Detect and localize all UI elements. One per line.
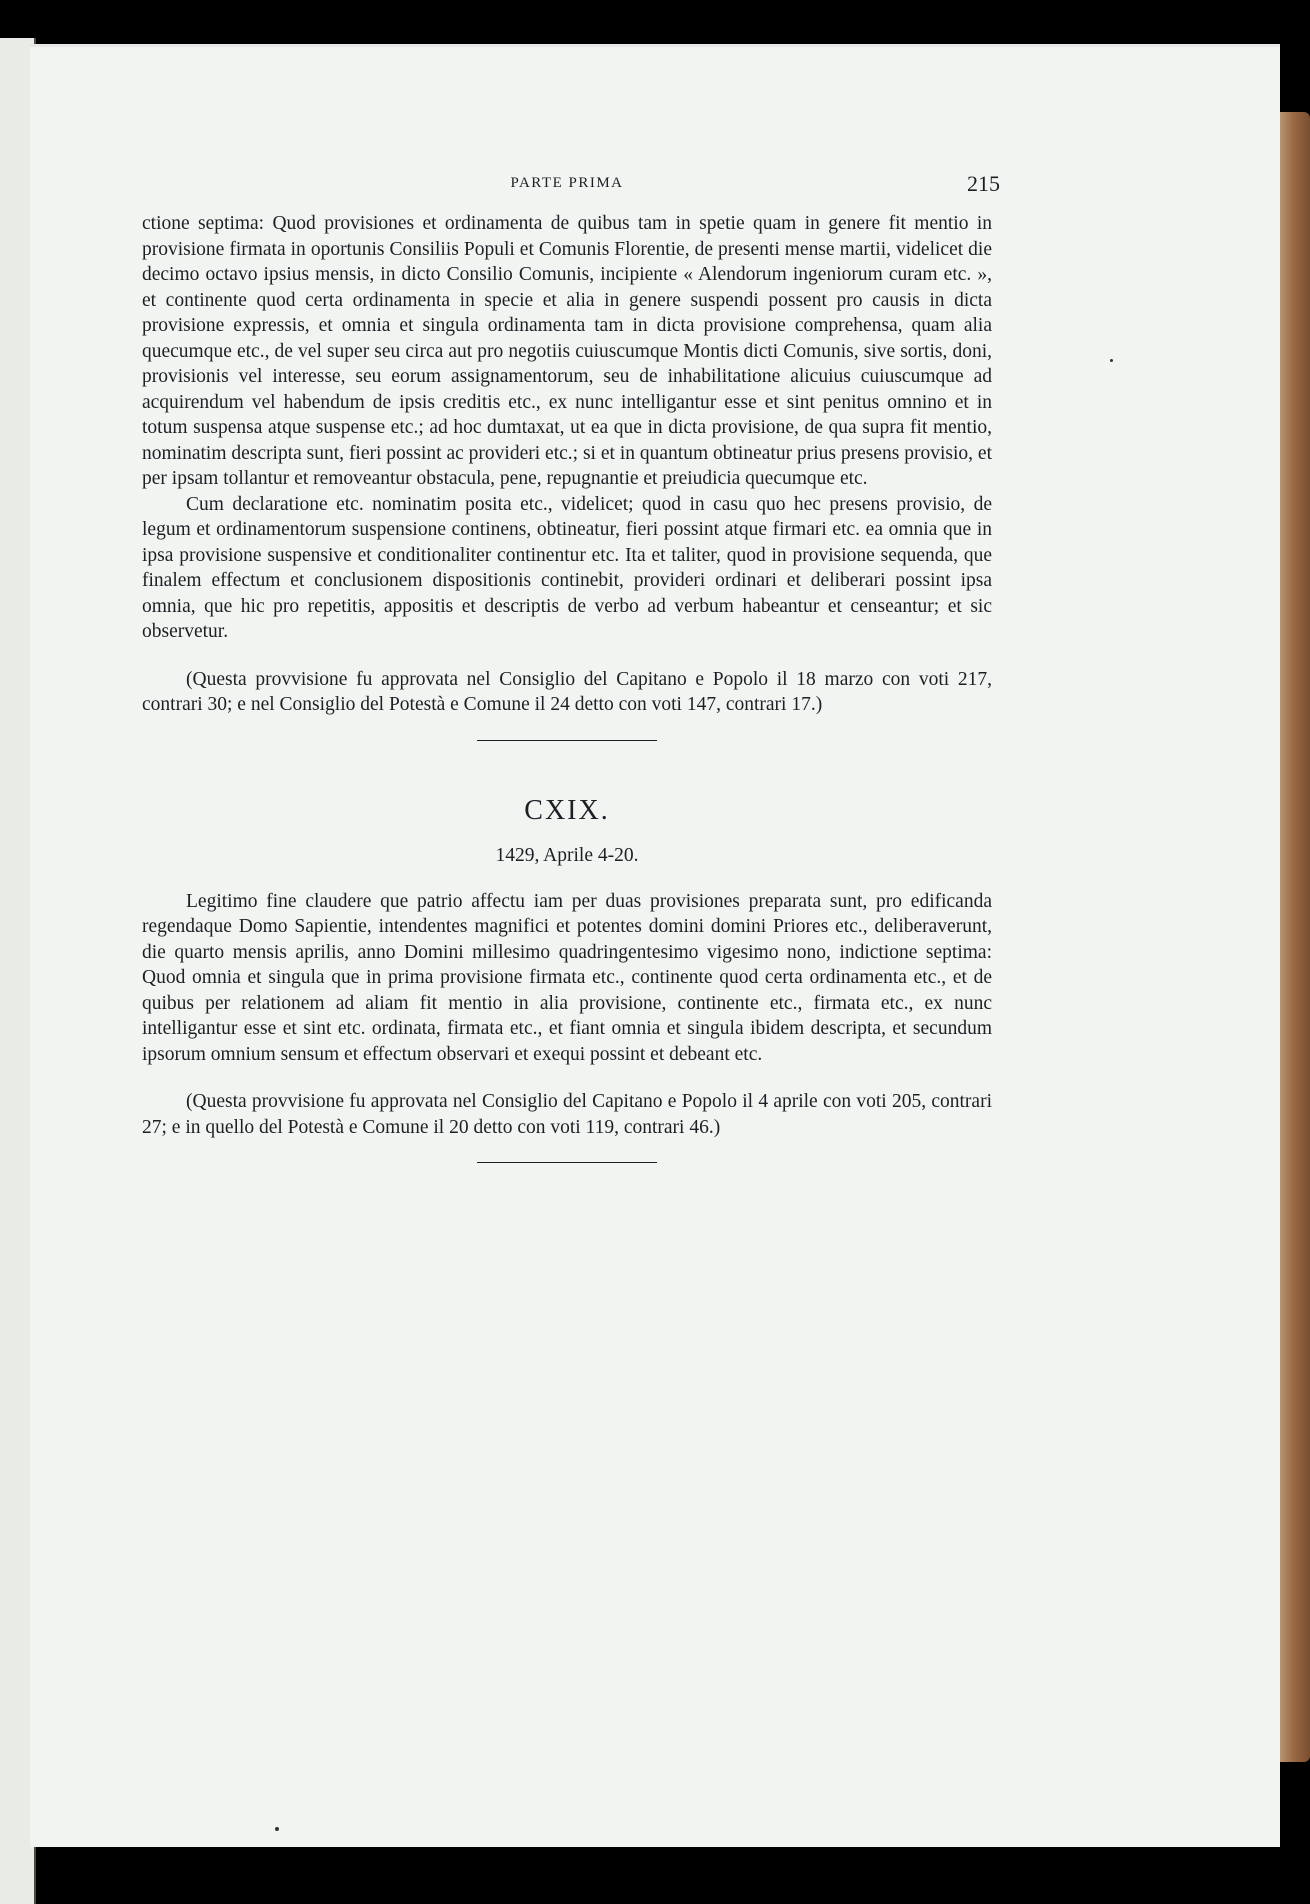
page-content <box>142 171 1000 1163</box>
page-header <box>142 171 1000 201</box>
approval-note: (Questa provvisione fu approvata nel Consiglio del Capitano e Popolo il 4 aprile con voti 205, contrari 27; e in quello del Potestà e Comune il 20 detto con voti 119, contrari 46.) <box>142 1091 992 1138</box>
paragraph-body: Legitimo fine claudere que patrio affectu iam per duas provisiones preparata sunt, pro edificanda regendaque Domo Sapientie, intendentes magnifici et potentes domini domini Priores etc., deliberaverunt, die quarto mensis aprilis, anno Domini millesimo quadringentesimo vigesimo nono, indictione septima: Quod omnia et singula que in prima provisione firmata etc., continente quod certa ordinamenta etc., et de quibus per relationem ad aliam fit mentio in alia provisione, continente etc., firmata etc., ex nunc intelligantur esse et sint etc. ordinata, firmata etc., et fiant omnia et singula ibidem descripta, et secundum ipsorum omnium sensum et effectum observari et exequi possint et debeant etc. <box>142 890 992 1065</box>
ink-dot <box>275 1827 279 1831</box>
section-divider <box>477 1162 657 1163</box>
section-divider <box>477 740 657 741</box>
paragraph-continued: ctione septima: Quod provisiones et ordinamenta de quibus tam in spetie quam in genere fit mentio in provisione firmata in oportunis Consiliis Populi et Comunis Florentie, de presenti mense martii, videlicet die decimo octavo ipsius mensis, in dicto Consilio Comunis, incipiente « Alendorum ingeniorum curam etc. », et continente quod certa ordinamenta in specie et alia in genere suspendi possent pro causis in dicta provisione expressis, et omnia et singula ordinamenta tam in dicta provisione comprehensa, quam alia quecumque etc., de vel super seu circa aut pro negotiis cuiuscumque Montis dicti Comunis, sive sortis, doni, provisionis vel interesse, seu eorum assignamentorum, seu de inhabilitatione alicuius cuiuscumque ad acquirendum vel habendum de ipsis creditis etc., ex nunc intelligantur esse et sint penitus omnino et in totum suspensa atque suspense etc.; ad hoc dumtaxat, ut ea que in dicta provisione, de qua supra fit mentio, nominatim descripta sunt, fieri possint ac provideri etc.; si et in quantum obtineatur prius presens provisio, et per ipsam tollantur et removeantur obstacula, pene, repugnantie et preiudicia quecumque etc. <box>142 213 992 489</box>
document-number: CXIX. <box>524 794 610 826</box>
book-page <box>30 44 1280 1847</box>
paragraph-declaration: Cum declaratione etc. nominatim posita etc., videlicet; quod in casu quo hec presens provisio, de legum et ordinamentorum suspensione continens, obtineatur, fieri possint atque firmari etc. ea omnia que in ipsa provisione suspensive et conditionaliter continentur etc. Ita et taliter, quod in provisione sequenda, que finalem effectum et conclusionem dispositionis continebit, provideri ordinari et deliberari possint ipsa omnia, que hic pro repetitis, appositis et descriptis de verbo ad verbum habeantur et censeantur; et sic observetur. <box>142 493 992 642</box>
running-head: PARTE PRIMA <box>510 175 624 191</box>
ink-dot <box>1110 359 1113 362</box>
page-number: 215 <box>967 171 1000 196</box>
approval-note: (Questa provvisione fu approvata nel Consiglio del Capitano e Popolo il 18 marzo con voti 217, contrari 30; e nel Consiglio del Potestà e Comune il 24 detto con voti 147, contrari 17.) <box>142 668 992 715</box>
document-date: 1429, Aprile 4-20. <box>495 844 639 866</box>
